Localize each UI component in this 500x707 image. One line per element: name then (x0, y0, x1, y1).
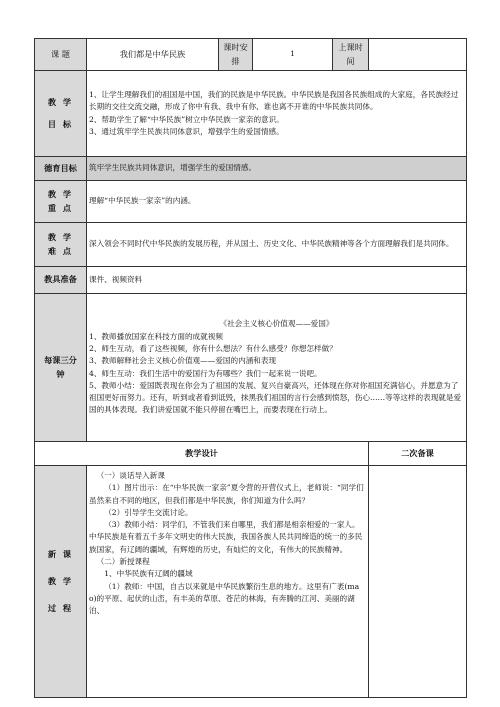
difficulty-label-line-1: 教 学 (47, 232, 74, 243)
new-lesson-label (35, 466, 87, 698)
hours-value: 1 (253, 39, 333, 71)
key-point-row (35, 181, 467, 223)
lesson-line: （1）教师：中国，自古以来就是中华民族繁衍生息的地方。这里有广袤(mao)的平原、起伏的山峦，有丰美的草原、苍茫的林海，有奔腾的江河、美丽的湖泊、 (89, 581, 360, 616)
prep-row (35, 267, 467, 294)
new-lesson-label-line-1: 新 课 (47, 548, 74, 559)
moral-text: 筑牢学生民族共同体意识，增强学生的爱国情感。 (87, 157, 467, 181)
header-row (35, 39, 467, 71)
goals-label-line-2: 目 标 (47, 118, 74, 129)
new-lesson-content (87, 466, 369, 698)
difficulty-label-line-2: 难 点 (47, 245, 74, 256)
goal-item: 3、通过筑牢学生民族共同体意识，增强学生的爱国情感。 (89, 126, 284, 136)
three-min-item: 2、师生互动，看了这些视频，你有什么想法？有什么感受？你想怎样做？ (89, 343, 337, 353)
new-lesson-label-line-2: 教 学 (47, 575, 74, 586)
three-min-label-line-2: 钟 (56, 368, 65, 379)
three-min-label-line-1: 每课三分 (44, 355, 77, 366)
difficulty-row (35, 223, 467, 267)
topic-value: 我们都是中华民族 (87, 39, 219, 71)
lesson-line: （1）图片出示：在“中华民族一家亲”夏令营的开营仪式上，老师说：“同学们虽然来自不同的地区，但我们都是中华民族，你们知道为什么吗？ (89, 483, 364, 505)
hours-label: 课时安排 (219, 39, 253, 71)
design-title: 教学设计 (35, 442, 369, 466)
time-value (369, 39, 467, 71)
lesson-line: （2）引导学生交流讨论。 (104, 507, 193, 517)
moral-label: 德育目标 (35, 157, 87, 181)
three-min-content (87, 294, 467, 442)
three-min-item: 3、教师解释社会主义核心价值观——爱国的内涵和表现 (89, 356, 277, 366)
lesson-line: 1、中华民族有辽阔的疆域 (104, 569, 193, 579)
three-min-item: 5、教师小结：爱国既表现在你会为了祖国的发展、复兴自豪高兴，还体现在你对你祖国充满信心，并愿意为了祖国更好而努力。还有，听到或者看到诋毁，抹黑我们祖国的言行会感到愤怒，伤心……等等这样的表现就是爱国的具体表现。我们讲爱国就不能只停留在嘴巴上，而要表现在行动上。 (89, 380, 462, 415)
difficulty-text: 深入领会不同时代中华民族的发展历程，并从国土、历史文化、中华民族精神等各个方面理解我们是共同体。 (87, 223, 467, 267)
key-point-label (35, 181, 87, 223)
prep-text: 课件、视频资料 (87, 267, 467, 294)
second-prep-label: 二次备课 (369, 442, 467, 466)
lesson-line: （二）新授课程 (96, 557, 150, 567)
lesson-plan-table (34, 38, 467, 698)
three-min-title: 《社会主义核心价值观——爱国》 (219, 319, 334, 329)
difficulty-label (35, 223, 87, 267)
goal-item: 2、帮助学生了解“中华民族”树立中华民族一家亲的意识。 (89, 114, 284, 124)
design-row (35, 442, 467, 466)
new-lesson-row (35, 466, 467, 698)
prep-label: 教具准备 (35, 267, 87, 294)
lesson-line: （3）教师小结：同学们，不管我们来自哪里，我们都是相亲相爱的一家人。中华民族是有着五千多年文明史的伟大民族，我国各族人民共同缔造的统一的多民族国家，有辽阔的疆域，有辉煌的历史，有灿烂的文化，有伟大的民族精神。 (89, 520, 363, 554)
three-min-item: 1、教师播放国家在科技方面的成就视频 (89, 331, 223, 341)
three-min-item: 4、师生互动：我们生活中的爱国行为有哪些？我们一起来说一说吧。 (89, 368, 322, 378)
lesson-line: （一）谈话导入新课 (96, 471, 165, 480)
second-prep-content (369, 466, 467, 698)
three-min-row (35, 294, 467, 442)
topic-label: 课 题 (35, 39, 87, 71)
goal-item: 1、让学生理解我们的祖国是中国，我们的民族是中华民族。中华民族是我国各民族组成的大家庭，各民族经过长期的交往交流交融，形成了你中有我、我中有你、谁也离不开谁的中华民族共同体。 (89, 89, 459, 112)
key-point-text: 理解“中华民族一家亲”的内涵。 (87, 181, 467, 223)
moral-row (35, 157, 467, 181)
new-lesson-label-line-3: 过 程 (47, 603, 74, 614)
time-label: 上课时间 (333, 39, 369, 71)
key-point-label-line-1: 教 学 (47, 189, 74, 200)
goals-label-line-1: 教 学 (47, 97, 74, 108)
three-min-label (35, 294, 87, 442)
goals-label (35, 71, 87, 157)
goals-content (87, 71, 467, 157)
goals-row (35, 71, 467, 157)
key-point-label-line-2: 重 点 (47, 202, 74, 213)
